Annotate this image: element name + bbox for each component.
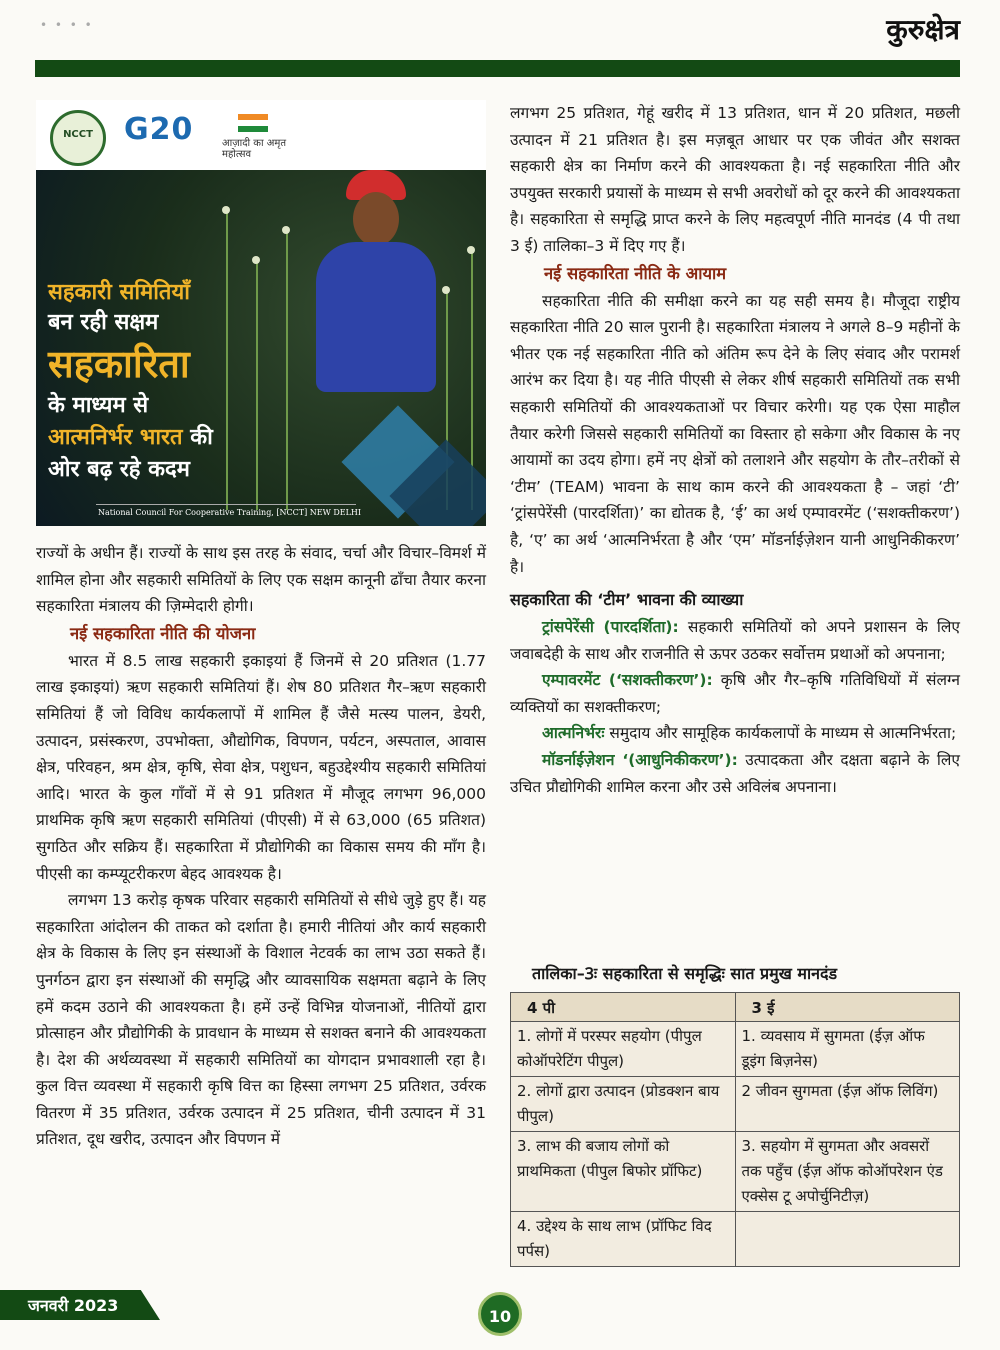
term-label: मॉडर्नाईज़ेशन ‘(आधुनिकीकरण’): — [542, 751, 738, 770]
ncct-logo: NCCT — [50, 110, 106, 166]
table-row — [511, 1077, 960, 1132]
poster-line-highlight: आत्मनिर्भर भारत — [48, 425, 183, 450]
poster-line: बन रही सक्षम — [48, 310, 159, 335]
magazine-masthead: कुरुक्षेत्र — [886, 13, 960, 46]
term-text: समुदाय और सामूहिक कार्यकलापों के माध्यम से आत्मनिर्भरता; — [604, 724, 957, 743]
table-title: तालिका–3ः सहकारिता से समृद्धिः सात प्रमुख मानदंड — [532, 964, 838, 983]
table-row — [511, 1132, 960, 1212]
paragraph: लगभग 13 करोड़ कृषक परिवार सहकारी समितियों से सीधे जुड़े हुए हैं। यह सहकारिता आंदोलन की ताकत को दर्शाता है। हमारी नीतियां और कार्य सहकारी क्षेत्र के विकास के लिए इन संस्थाओं के विशाल नेटवर्क का लाभ उठा सकते हैं। पुनर्गठन द्वारा इन संस्थाओं की समृद्धि और व्यावसायिक सक्षमता बढ़ाने के लिए हमें कदम उठाने की आवश्यकता है। हमें उन्हें विभिन्न योजनाओं, नीतियों द्वारा प्रोत्साहन और प्रौद्योगिकी के प्रावधान के माध्यम से सशक्त बनाने की आवश्यकता है। देश की अर्थव्यवस्था में सहकारी समितियों का योगदान प्रभावशाली रहा है। कुल वित्त व्यवस्था में सहकारी कृषि वित्त का हिस्सा लगभग 25 प्रतिशत, उर्वरक वितरण में 35 प्रतिशत, उर्वरक उत्पादन में 25 प्रतिशत, चीनी उत्पादन में 31 प्रतिशत, दूध खरीद, उत्पादन और विपणन में — [36, 891, 486, 1149]
table-cell — [735, 1212, 960, 1267]
section-heading: नई सहकारिता नीति की योजना — [70, 623, 256, 643]
cover-poster — [36, 100, 486, 526]
azadi-ka-amrit-mahotsav-logo: आज़ादी का अमृत महोत्सव — [218, 108, 288, 164]
g20-logo: G20 — [124, 112, 194, 147]
paragraph: लगभग 25 प्रतिशत, गेहूं खरीद में 13 प्रतिशत, धान में 20 प्रतिशत, मछली उत्पादन में 21 प्रतिशत है। इस मज़बूत आधार पर एक जीवंत और सशक्त सहकारी क्षेत्र का निर्माण करने की आवश्यकता है। नई सहकारिता नीति और उपयुक्त सरकारी प्रयासों के माध्यम से सभी अवरोधों को दूर करने की आवश्यकता है। सहकारिता से समृद्धि प्राप्त करने के लिए महत्वपूर्ण नीति मानदंड (4 पी तथा 3 ई) तालिका–3 में दिए गए हैं। — [510, 104, 960, 255]
term-label: ट्रांसपेरेंसी (पारदर्शिता): — [542, 618, 679, 637]
table-row — [511, 1212, 960, 1267]
issue-date: जनवरी 2023 — [28, 1296, 119, 1315]
team-definition-e — [510, 667, 960, 720]
right-column — [510, 100, 960, 800]
header-band — [35, 60, 960, 77]
poster-line: सहकारी समितियाँ — [48, 280, 190, 305]
term-text: कृषि और गैर–कृषि गतिविधियों में संलग्न व्यक्तियों का सशक्तीकरण; — [510, 671, 960, 716]
table-header-cell: 3 ई — [735, 993, 960, 1022]
poster-credit: National Council For Cooperative Training, [NCCT] NEW DELHI — [98, 508, 362, 517]
term-label: आत्मनिर्भरः — [542, 724, 605, 743]
paragraph: भारत में 8.5 लाख सहकारी इकाइयां हैं जिनमें से 20 प्रतिशत (1.77 लाख इकाइयां) ऋण सहकारी समितियां हैं। शेष 80 प्रतिशत गैर–ऋण सहकारी समितियां हैं जो विविध कार्यकलापों में शामिल हैं जैसे मत्स्य पालन, डेयरी, उत्पादन, प्रसंस्करण, उपभोक्ता, औद्योगिक, विपणन, पर्यटन, अस्पताल, आवास क्षेत्र, परिवहन, श्रम क्षेत्र, कृषि, सेवा क्षेत्र, पशुधन, बहुउद्देश्यीय सहकारी समितियां आदि। भारत के कुल गाँवों में से 91 प्रतिशत में मौजूद लगभग 96,000 प्राथमिक कृषि ऋण सहकारी समितियां (पीएसी) में से 63,000 (65 प्रतिशत) सुगठित और सक्रिय हैं। सहकारिता में प्रौद्योगिकी का विकास समय की माँग है। पीएसी का कम्प्यूटरीकरण बेहद आवश्यक है। — [36, 651, 486, 883]
page-corner-mark: • • • • — [40, 18, 94, 32]
paragraph: राज्यों के अधीन हैं। राज्यों के साथ इस तरह के संवाद, चर्चा और विचार–विमर्श में शामिल होना और सहकारी समितियों के लिए एक सक्षम कानूनी ढाँचा तैयार करना सहकारिता मंत्रालय की ज़िम्मेदारी होगी। — [36, 544, 486, 616]
poster-credit-divider — [96, 504, 356, 505]
team-definition-t — [510, 614, 960, 667]
table-header-cell: 4 पी — [511, 993, 736, 1022]
table-cell: 3. सहयोग में सुगमता और अवसरों तक पहुँच (ईज़ ऑफ कोऑपरेशन एंड एक्सेस टू अपोर्चुनिटीज़) — [735, 1132, 960, 1212]
page-number: 10 — [478, 1292, 522, 1336]
poster-line: ओर बढ़ रहे कदम — [48, 457, 190, 482]
poster-logo-strip — [36, 100, 486, 170]
poster-line: के माध्यम से — [48, 393, 149, 418]
team-definition-a — [510, 720, 960, 747]
table-header-row — [511, 993, 960, 1022]
term-text: सहकारी समितियों को अपने प्रशासन के लिए जवाबदेही के साथ और राजनीति से ऊपर उठकर सर्वोत्तम प्रथाओं को अपनाना; — [510, 618, 960, 663]
criteria-table — [510, 992, 960, 1267]
table-cell: 4. उद्देश्य के साथ लाभ (प्रॉफिट विद पर्पस) — [511, 1212, 736, 1267]
term-label: एम्पावरमेंट (‘सशक्तीकरण’): — [542, 671, 713, 690]
poster-line: की — [182, 425, 213, 450]
poster-slogan — [48, 278, 348, 486]
table-cell: 1. लोगों में परस्पर सहयोग (पीपुल कोऑपरेटिंग पीपुल) — [511, 1022, 736, 1077]
paragraph: सहकारिता नीति की समीक्षा करने का यह सही समय है। मौजूदा राष्ट्रीय सहकारिता नीति 20 साल पुरानी है। सहकारिता मंत्रालय ने अगले 8–9 महीनों के भीतर एक नई सहकारिता नीति को अंतिम रूप देने के लिए संवाद और परामर्श आरंभ कर दिया है। यह नीति पीएसी से लेकर शीर्ष सहकारी समितियों तक सभी सहकारी समितियों की आवश्यकताओं पर विचार करेगी। यह एक ऐसा माहौल तैयार करेगी जिससे सहकारी समितियों का विस्तार हो सकेगा और विकास के नए आयामों का उदय होगा। हमें नए क्षेत्रों को तलाशने और सहयोग के तौर–तरीकों से ‘टीम’ (TEAM) भावना के साथ काम करने की आवश्यकता है – जहां ‘टी’ ‘ट्रांसपेरेंसी (पारदर्शिता)’ का द्योतक है, ‘ई’ का अर्थ एम्पावरमेंट (‘सशक्तीकरण’) है, ‘ए’ का अर्थ ‘आत्मनिर्भरता है और ‘एम’ मॉडर्नाईज़ेशन यानी आधुनिकीकरण’ है। — [510, 291, 960, 576]
table-cell: 2 जीवन सुगमता (ईज़ ऑफ लिविंग) — [735, 1077, 960, 1132]
table-row — [511, 1022, 960, 1077]
team-definition-m — [510, 747, 960, 800]
section-subheading: सहकारिता की ‘टीम’ भावना की व्याख्या — [510, 590, 744, 610]
term-text: उत्पादकता और दक्षता बढ़ाने के लिए उचित प्रौद्योगिकी शामिल करना और उसे अविलंब अपनाना। — [510, 751, 960, 796]
table-cell: 2. लोगों द्वारा उत्पादन (प्रोडक्शन बाय पीपुल) — [511, 1077, 736, 1132]
table-cell: 3. लाभ की बजाय लोगों को प्राथमिकता (पीपुल बिफोर प्रॉफिट) — [511, 1132, 736, 1212]
left-column — [36, 540, 486, 1153]
poster-headline: सहकारिता — [48, 342, 190, 386]
section-heading: नई सहकारिता नीति के आयाम — [544, 263, 727, 283]
table-cell: 1. व्यवसाय में सुगमता (ईज़ ऑफ डूइंग बिज़नेस) — [735, 1022, 960, 1077]
